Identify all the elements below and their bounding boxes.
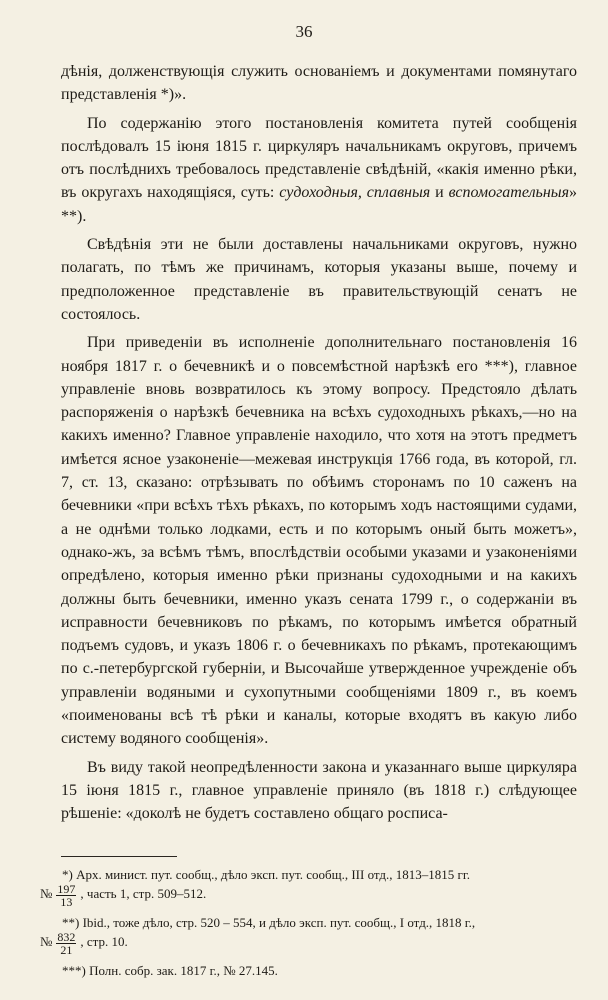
paragraph [61, 756, 577, 826]
paragraph-text: При приведеніи въ исполненіе дополнительнаго постановленія 16 ноября 1817 г. о бечевникѣ и о повсемѣстной нарѣзкѣ его ***), главное управленіе вновь возвратилось къ этому вопросу. Предстояло дѣлать распоряженія о нарѣзкѣ бечевника на всѣхъ судоходныхъ рѣкахъ,—но на какихъ именно? Главное управленіе находило, что хотя на этотъ предметъ имѣется ясное узаконеніе—межевая инструкція 1766 года, въ которой, гл. 7, ст. 13, сказано: отрѣзывать по обѣимъ сторонамъ по 10 саженъ на бечевники «при всѣхъ тѣхъ рѣкахъ, по которымъ ходъ настоящими судами, а не однѣми только лодками, есть и по которымъ оный быть можетъ», однако-жъ, за всѣмъ тѣмъ, впослѣдствіи особыми указами и узаконеніями опредѣлено, которыя именно рѣки признаны судоходными и на какихъ должны быть бечевники, именно указъ сената 1799 г., о содержаніи въ исправности бечевниковъ по рѣкамъ, по которымъ имѣется обратный подъемъ судовъ, и указъ 1806 г. о бечевникахъ по рѣкамъ, протекающимъ по с.-петербургской губерніи, и Высочайше утвержденное учрежденіе объ управленіи водяными и сухопутными сообщеніями 1809 г., въ коемъ «поименованы всѣ тѣ рѣки и каналы, которые входятъ въ какую либо систему водяного сообщенія». [61, 334, 577, 748]
footnote [40, 866, 580, 908]
footnote-divider [61, 856, 177, 857]
body-text [61, 60, 577, 831]
footnotes [40, 866, 580, 985]
footnote [40, 962, 580, 979]
fraction-numerator: 832 [57, 930, 76, 944]
paragraph-text: » **). [61, 184, 578, 225]
case-fraction [56, 883, 76, 908]
case-fraction [56, 931, 76, 956]
paragraph [61, 60, 577, 107]
paragraph-text: Свѣдѣнія эти не были доставлены начальниками округовъ, нужно полагать, по тѣмъ же причинамъ, которыя указаны выше, почему и предположенное представленіе въ правительствующій сенатъ не состоялось. [61, 236, 577, 323]
footnote-text: **) Ibid., тоже дѣло, стр. 520 – 554, и дѣло эксп. пут. сообщ., I отд., 1818 г., [62, 915, 476, 930]
number-sign: № [40, 886, 53, 902]
page-number: 36 [295, 22, 313, 41]
footnote-pages: , часть 1, стр. 509–512. [80, 886, 207, 902]
paragraph [61, 331, 577, 750]
footnote-text: *) Арх. минист. пут. сообщ., дѣло эксп. пут. сообщ., III отд., 1813–1815 гг. [62, 867, 470, 882]
paragraph [61, 233, 577, 326]
fraction-numerator: 197 [57, 882, 76, 896]
fraction-denominator: 13 [60, 895, 73, 909]
paragraph-text: Въ виду такой неопредѣленности закона и указаннаго выше циркуляра 15 іюня 1815 г., главное управленіе приняло (въ 1818 г.) слѣдующее рѣшеніе: «доколѣ не будетъ составлено общаго росписа- [61, 758, 577, 823]
paragraph-text: дѣнія, долженствующія служить основаніемъ и документами помянутаго представленія *)». [61, 63, 577, 104]
paragraph-text: По содержанію этого постановленія комитета путей сообщенія послѣдовалъ 15 іюня 1815 г. циркуляръ начальникамъ округовъ, причемъ отъ послѣднихъ требовалось представленіе свѣдѣній, «какія именно рѣки, въ округахъ находящіяся, суть: [61, 114, 577, 202]
footnote-text: ***) Полн. собр. зак. 1817 г., № 27.145. [62, 963, 278, 978]
footnote-pages: , стр. 10. [80, 934, 128, 950]
footnote [40, 914, 580, 956]
paragraph-text: и [430, 184, 449, 202]
footnote-reference [40, 930, 128, 957]
italic-term: судоходныя, сплавныя [279, 184, 431, 202]
footnote-reference [40, 882, 207, 909]
italic-term: вспомогательныя [448, 184, 570, 202]
fraction-denominator: 21 [60, 943, 73, 957]
number-sign: № [40, 934, 53, 950]
paragraph [61, 112, 577, 228]
